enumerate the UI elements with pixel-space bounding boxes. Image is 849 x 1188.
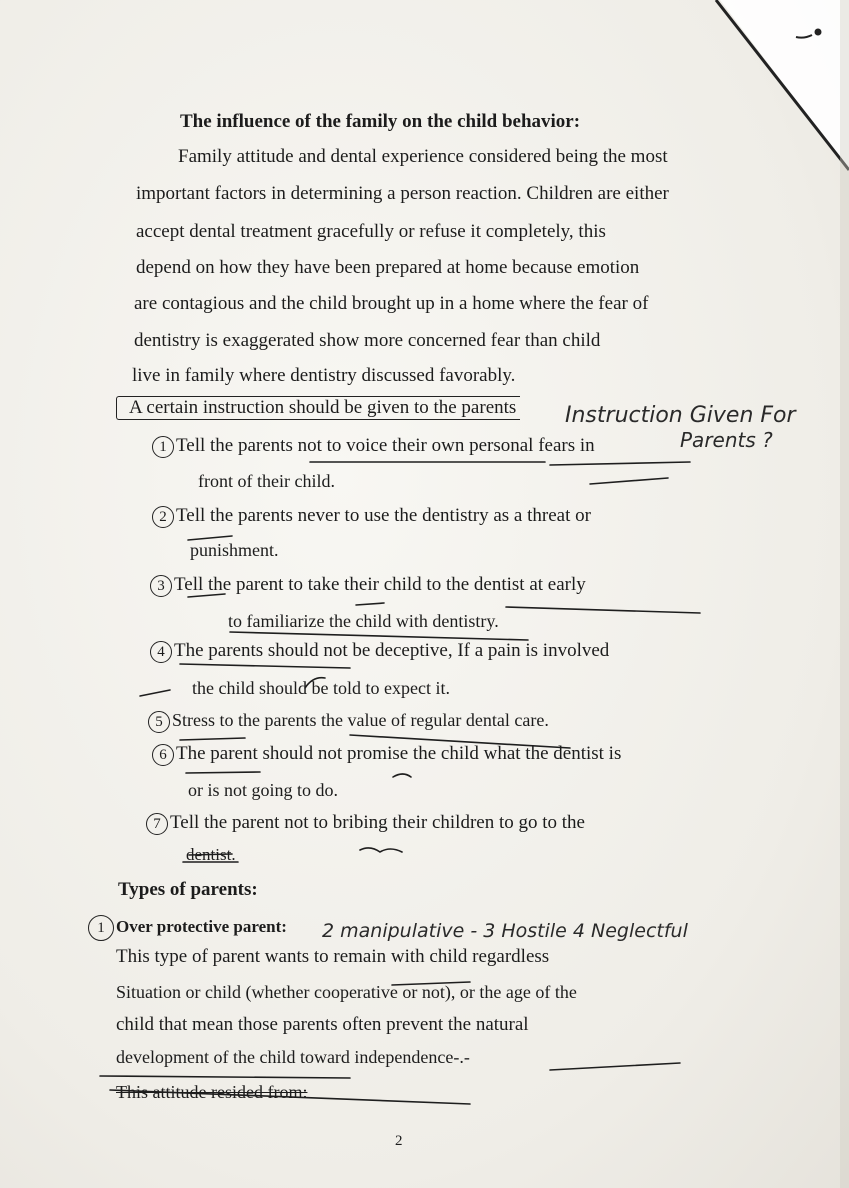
item-number: 5 — [148, 711, 170, 733]
item-text: Tell the parent to take their child to the dentist at early — [174, 574, 586, 595]
item-text: The parents should not be deceptive, If a pain is involved — [174, 640, 610, 661]
overprotective-number: 1 — [88, 915, 114, 941]
item-number: 7 — [146, 813, 168, 835]
paragraph-line: important factors in determining a person reaction. Children are either — [136, 183, 669, 204]
types-paragraph-line: development of the child toward independence-.- — [116, 1047, 470, 1067]
item-text: Tell the parent not to bribing their children to go to the — [170, 812, 585, 833]
item-text: Tell the parents not to voice their own personal fears in — [176, 435, 595, 456]
types-paragraph-line: This attitude resided from: — [116, 1082, 308, 1102]
types-paragraph-line: Situation or child (whether cooperative or not), or the age of the — [116, 982, 577, 1002]
item-text: The parent should not promise the child what the dentist is — [176, 743, 622, 764]
item-number: 3 — [150, 575, 172, 597]
item-text: Stress to the parents the value of regular dental care. — [172, 710, 549, 730]
instruction-box-text: A certain instruction should be given to the parents — [116, 396, 520, 420]
paragraph-line: accept dental treatment gracefully or refuse it completely, this — [136, 221, 606, 242]
paragraph-line: live in family where dentistry discussed favorably. — [132, 365, 516, 386]
heading-types-of-parents: Types of parents: — [118, 879, 258, 900]
handwritten-note-instruction: Instruction Given For — [565, 403, 796, 428]
handwritten-note-parents: Parents ? — [680, 428, 773, 452]
paragraph-line: dentistry is exaggerated show more concerned fear than child — [134, 330, 601, 351]
page-number: 2 — [395, 1133, 403, 1149]
item-number: 2 — [152, 506, 174, 528]
paragraph-line: are contagious and the child brought up in a home where the fear of — [134, 293, 649, 314]
paragraph-line: Family attitude and dental experience considered being the most — [178, 146, 668, 167]
item-number: 1 — [152, 436, 174, 458]
item-text: Tell the parents never to use the dentistry as a threat or — [176, 505, 591, 526]
types-paragraph-line: This type of parent wants to remain with child regardless — [116, 946, 550, 967]
item-number: 4 — [150, 641, 172, 663]
list-item-continuation: front of their child. — [198, 471, 335, 491]
types-paragraph-line: child that mean those parents often prevent the natural — [116, 1014, 529, 1035]
list-item-continuation: the child should be told to expect it. — [192, 678, 450, 698]
item-number: 6 — [152, 744, 174, 766]
heading-family-influence: The influence of the family on the child behavior: — [180, 111, 581, 132]
handwritten-types-note: 2 manipulative - 3 Hostile 4 Neglectful — [322, 920, 688, 942]
list-item-continuation: or is not going to do. — [188, 780, 339, 800]
list-item-continuation: dentist. — [186, 845, 236, 864]
list-item-continuation: to familiarize the child with dentistry. — [228, 611, 499, 631]
paragraph-line: depend on how they have been prepared at home because emotion — [136, 257, 640, 278]
overprotective-label: Over protective parent: — [116, 917, 287, 936]
list-item-continuation: punishment. — [190, 540, 279, 560]
